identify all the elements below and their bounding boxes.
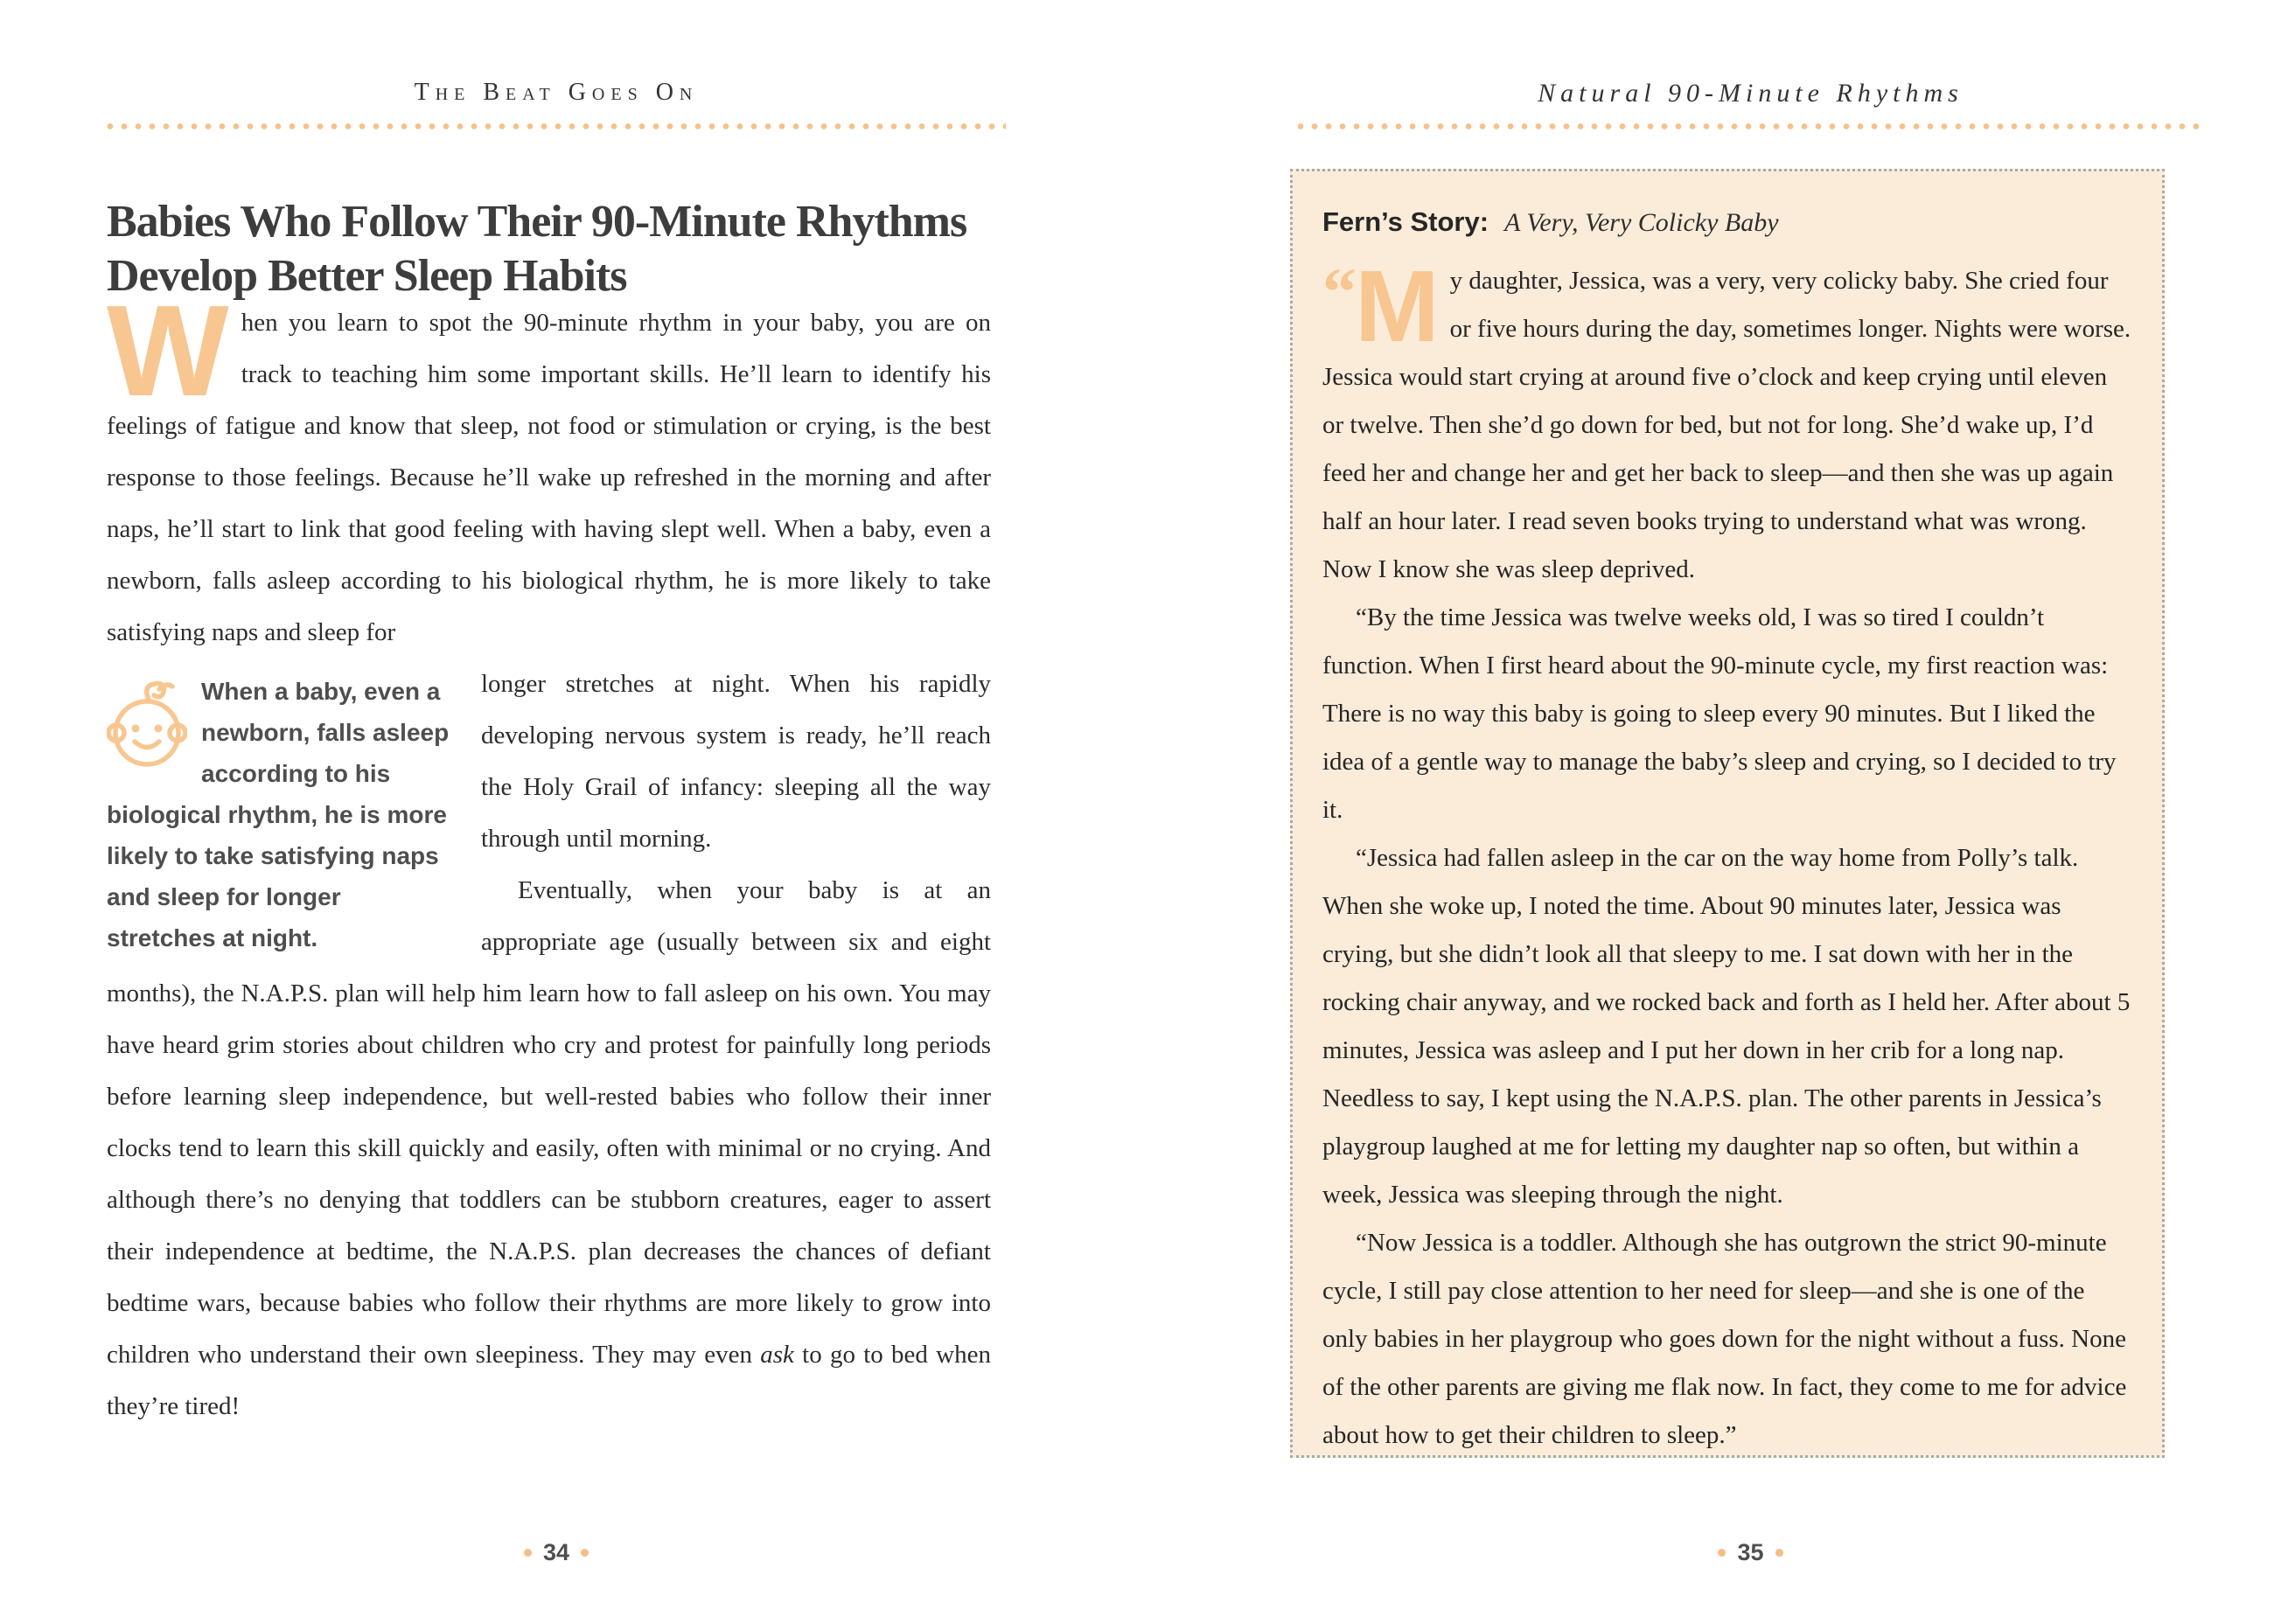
page-marker-right — [1297, 1539, 2204, 1566]
peach-dotted-rule-left — [107, 122, 1006, 130]
story-drop-cap — [1322, 249, 1440, 363]
story-paragraph-2: “By the time Jessica was twelve weeks old, I was so tired I couldn’t function. When I first heard about the 90-minute cycle, my first reaction was: There is no way this baby is going to sleep every 90 minutes. But I liked the idea of a gentle way to manage the baby’s sleep and crying, so I decided to try it. — [1322, 603, 2117, 824]
left-body-text — [107, 279, 991, 1432]
paragraph-1-text-before-pullquote: hen you learn to spot the 90-minute rhythm in your baby, you are on track to teaching him some important skills. He’ll learn to identify his feelings of fatigue and know that sleep, not food or stimulation or crying, is the best response to those feelings. Because he’ll wake up refreshed in the morning and after naps, he’ll start to link that good feeling with having slept well. When a baby, even a newborn, falls asleep according to his biological rhythm, he is more likely to take satisfying naps and sleep for — [107, 309, 991, 646]
open-quote-mark: “ — [1322, 254, 1351, 330]
drop-cap-w: W — [107, 279, 229, 423]
story-header — [1322, 206, 2132, 238]
story-label: Fern’s Story: — [1322, 206, 1489, 237]
drop-cap-m: M — [1355, 249, 1440, 363]
peach-dotted-rule-right — [1297, 122, 2204, 130]
paragraph-2-text-b: to go to bed when they’re tired! — [107, 1341, 991, 1420]
paragraph-2-text-a: Eventually, when your baby is at an appropriate age (usually between six and eight months), the N.A.P.S. plan will help him learn how to fall asleep on his own. You may have heard grim stories about children who cry and protest for painfully long periods before learning sleep independence, but well-rested babies who follow their inner clocks tend to learn this skill quickly and easily, often with minimal or no crying. And although there’s no denying that toddlers can be stubborn creatures, eager to assert their independence at bedtime, the N.A.P.S. plan decreases the chances of defiant bedtime wars, because babies who follow their rhythms are more likely to grow into children who understand their own sleepiness. They may even — [107, 876, 991, 1369]
story-paragraph-3: “Jessica had fallen asleep in the car on the way home from Polly’s talk. When she woke up, I noted the time. About 90 minutes later, Jessica was crying, but she didn’t look all that sleepy to me. I sat down with her in the rocking chair anyway, and we rocked back and forth as I held her. After about 5 minutes, Jessica was asleep and I put her down in her crib for a long nap. Needless to say, I kept using the N.A.P.S. plan. The other parents in Jessica’s playgroup laughed at me for letting my daughter nap so often, but within a week, Jessica was sleeping through the night. — [1322, 844, 2131, 1209]
title-line-1: Babies Who Follow Their 90-Minute Rhythms — [107, 196, 967, 247]
running-head-right: Natural 90-Minute Rhythms — [1538, 79, 1964, 108]
story-title: A Very, Very Colicky Baby — [1504, 208, 1779, 237]
story-body — [1322, 249, 2132, 1458]
paragraph-2-italic-word: ask — [760, 1341, 794, 1369]
baby-face-icon — [107, 678, 187, 770]
body-paragraph-1 — [107, 279, 991, 659]
story-paragraph-1-text: y daughter, Jessica, was a very, very colicky baby. She cried four or five hours during the day, sometimes longer. Nights were worse. Jessica would start crying at around five o’clock and keep crying until eleven or twelve. Then she’d go down for bed, but not for long. She’d wake up, I’d feed her and change her and get her back to sleep—and then she was up again half an hour later. I read seven books trying to understand what was wrong. Now I know she was sleep deprived. — [1322, 267, 2131, 583]
pull-quote — [107, 671, 455, 958]
title-line-2: Develop Better Sleep Habits — [107, 250, 627, 301]
page-marker-dot — [524, 1549, 532, 1557]
story-paragraph-4: “Now Jessica is a toddler. Although she has outgrown the strict 90-minute cycle, I still pay close attention to her need for sleep—and she is one of the only babies in her playgroup who goes down for the night without a fuss. None of the other parents are giving me flak now. In fact, they come to me for advice about how to get their children to sleep.” — [1322, 1229, 2127, 1449]
pull-quote-text: When a baby, even a newborn, falls asleep according to his biological rhythm, he is more likely to take satisfying naps and sleep for longer stretches at night. — [107, 678, 450, 951]
ferns-story-box — [1290, 169, 2165, 1458]
paragraph-1-text-after-pullquote: longer stretches at night. When his rapidly developing nervous system is ready, he’ll reach the Holy Grail of infancy: sleeping all the way through until morning. — [481, 670, 991, 853]
page-number-34: 34 — [542, 1539, 570, 1565]
page-marker-dot — [581, 1549, 589, 1557]
page-marker-dot — [1775, 1549, 1783, 1557]
page-marker-dot — [1718, 1549, 1726, 1557]
page-number-35: 35 — [1737, 1539, 1764, 1565]
right-page — [1137, 0, 2274, 1624]
chapter-section-title — [107, 195, 1008, 303]
page-marker-left — [107, 1539, 1006, 1566]
story-paragraph-1 — [1322, 249, 2132, 594]
running-head-left: The Beat Goes On — [414, 79, 699, 106]
